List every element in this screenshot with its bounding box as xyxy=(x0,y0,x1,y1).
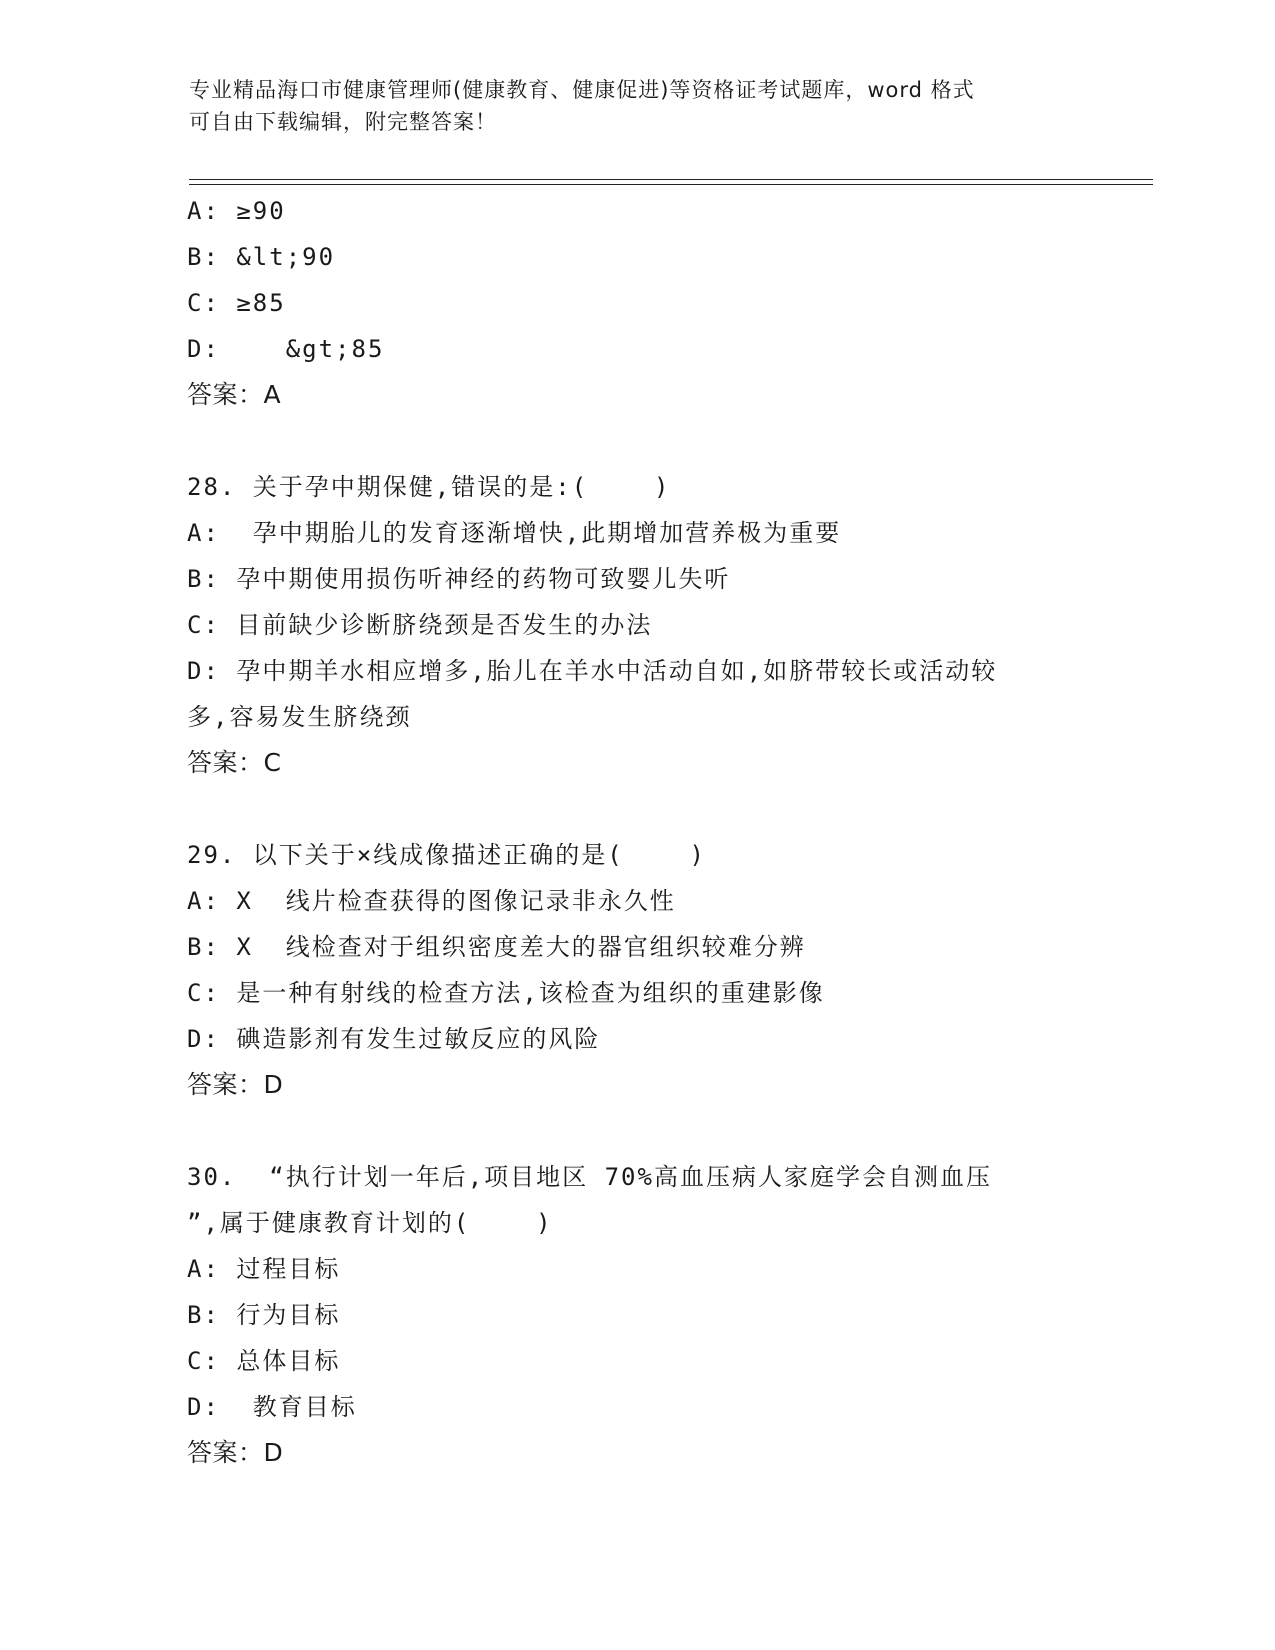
question-28 xyxy=(187,464,1087,786)
q27-option-d: D: &gt;85 xyxy=(187,335,385,363)
q27-option-a: A: ≥90 xyxy=(187,197,286,225)
spacer xyxy=(187,418,1087,464)
question-30 xyxy=(187,1154,1087,1476)
document-header xyxy=(189,74,1069,138)
q27-answer: 答案：A xyxy=(187,380,282,409)
q30-stem-line-1: 30. “执行计划一年后,项目地区 70%高血压病人家庭学会自测血压 xyxy=(187,1163,992,1191)
q28-option-a: A: 孕中期胎儿的发育逐渐增快,此期增加营养极为重要 xyxy=(187,519,842,547)
q30-option-c: C: 总体目标 xyxy=(187,1347,341,1375)
q29-answer: 答案：D xyxy=(187,1070,284,1099)
question-29 xyxy=(187,832,1087,1108)
header-divider-top xyxy=(189,179,1153,180)
q28-stem: 28. 关于孕中期保健,错误的是:( ) xyxy=(187,473,671,501)
q29-stem: 29. 以下关于×线成像描述正确的是( ) xyxy=(187,841,706,869)
spacer xyxy=(187,786,1087,832)
spacer xyxy=(187,1108,1087,1154)
q27-option-c: C: ≥85 xyxy=(187,289,286,317)
q28-option-c: C: 目前缺少诊断脐绕颈是否发生的办法 xyxy=(187,611,653,639)
header-line-1: 专业精品海口市健康管理师(健康教育、健康促进)等资格证考试题库，word 格式 xyxy=(189,78,975,102)
q28-answer: 答案：C xyxy=(187,748,282,777)
q30-answer: 答案：D xyxy=(187,1438,284,1467)
q29-option-d: D: 碘造影剂有发生过敏反应的风险 xyxy=(187,1025,601,1053)
question-27 xyxy=(187,188,1087,418)
q30-option-b: B: 行为目标 xyxy=(187,1301,341,1329)
header-divider-bottom xyxy=(189,184,1153,185)
q30-stem-line-2: ”,属于健康教育计划的( ) xyxy=(187,1209,553,1237)
question-list xyxy=(187,188,1087,1476)
q28-option-d-continued: 多,容易发生脐绕颈 xyxy=(187,703,412,731)
header-line-2: 可自由下载编辑，附完整答案！ xyxy=(189,110,497,134)
q29-option-a: A: X 线片检查获得的图像记录非永久性 xyxy=(187,887,676,915)
q28-option-b: B: 孕中期使用损伤听神经的药物可致婴儿失听 xyxy=(187,565,731,593)
q27-option-b: B: &lt;90 xyxy=(187,243,336,271)
q29-option-b: B: X 线检查对于组织密度差大的器官组织较难分辨 xyxy=(187,933,806,961)
q30-option-a: A: 过程目标 xyxy=(187,1255,341,1283)
q29-option-c: C: 是一种有射线的检查方法,该检查为组织的重建影像 xyxy=(187,979,825,1007)
q30-option-d: D: 教育目标 xyxy=(187,1393,357,1421)
q28-option-d: D: 孕中期羊水相应增多,胎儿在羊水中活动自如,如脐带较长或活动较 xyxy=(187,657,998,685)
